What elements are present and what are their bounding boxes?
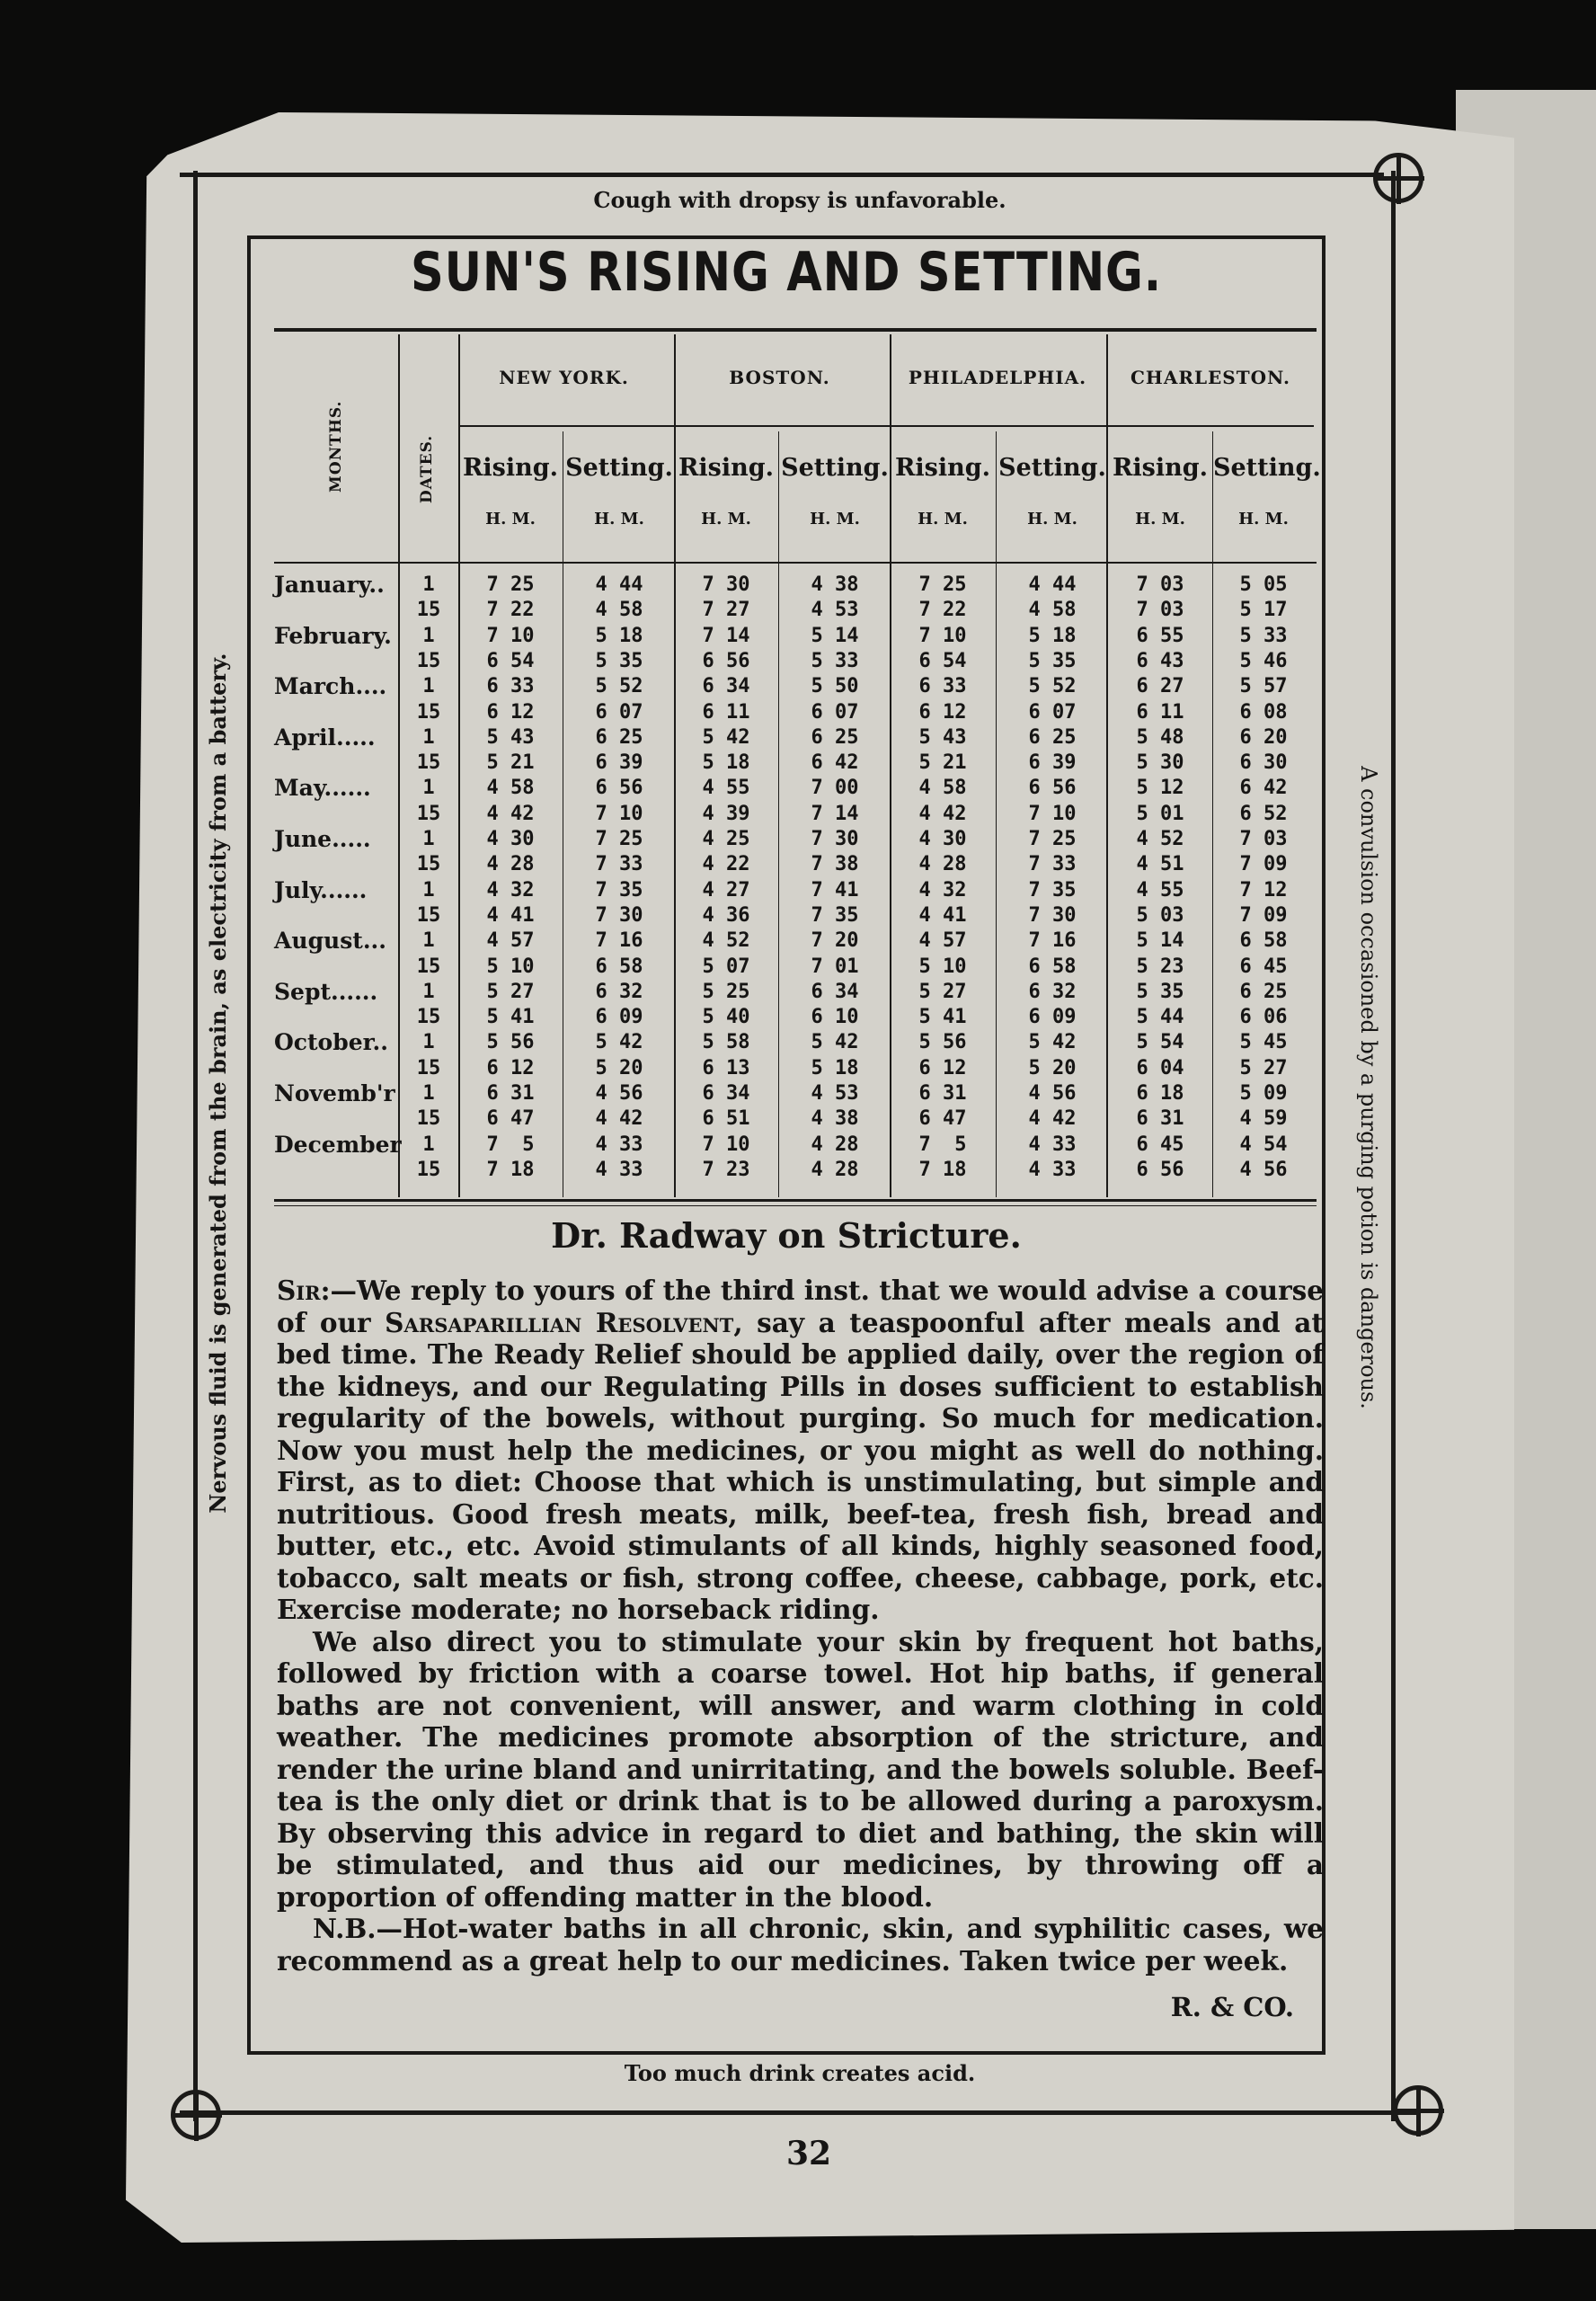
rising-time-cell: 6 11 — [1136, 700, 1184, 724]
rising-time-cell: 6 31 — [1136, 1107, 1184, 1131]
rising-time-cell: 6 34 — [702, 1082, 750, 1105]
rising-time-cell: 4 27 — [702, 878, 750, 902]
month-label: August... — [274, 928, 386, 955]
setting-time-cell: 7 10 — [1028, 802, 1077, 825]
rising-time-cell: 7 18 — [486, 1158, 535, 1181]
setting-time-cell: 7 35 — [595, 878, 643, 902]
date-cell: 1 — [422, 1031, 435, 1054]
date-cell: 1 — [422, 1133, 435, 1156]
date-cell: 15 — [416, 1107, 441, 1131]
setting-time-cell: 5 46 — [1239, 649, 1288, 672]
rising-time-cell: 5 21 — [486, 751, 535, 775]
article-paragraph: We also direct you to stimulate your skin by frequent hot baths, followed by friction with a coarse towel. Hot hip baths, if general baths are not convenient, will answer, and warm clothing in cold weather. The medicines promote absorption of the stricture, and render the urine bland and unirritating, and the bowels soluble. Beef-tea is the only diet or drink that is to be allowed during a paroxysm. By observing this advice in regard to diet and bathing, the skin will be stimulated, and thus aid our medicines, by throwing off a proportion of offending matter in the blood. — [277, 1625, 1324, 1913]
date-cell: 15 — [416, 903, 441, 927]
setting-time-cell: 4 28 — [811, 1158, 859, 1181]
date-cell: 1 — [422, 725, 435, 749]
setting-time-cell: 6 08 — [1239, 700, 1288, 724]
rising-time-cell: 5 23 — [1136, 955, 1184, 978]
setting-time-cell: 7 01 — [811, 955, 859, 978]
article-paragraph: N.B.—Hot-water baths in all chronic, skin, and syphilitic cases, we recommend as a great help to our medicines. Taken twice per week. — [277, 1913, 1324, 1977]
setting-time-cell: 7 30 — [595, 903, 643, 927]
setting-time-cell: 6 56 — [595, 777, 643, 800]
city-header: BOSTON. — [729, 367, 830, 388]
rising-time-cell: 4 52 — [702, 929, 750, 953]
hm-header: H. M. — [485, 510, 536, 529]
setting-time-cell: 4 44 — [595, 573, 643, 596]
article-title: Dr. Radway on Stricture. — [551, 1215, 1022, 1256]
setting-time-cell: 5 35 — [1028, 649, 1077, 672]
rising-time-cell: 4 25 — [702, 828, 750, 850]
rising-time-cell: 5 10 — [918, 955, 967, 978]
rising-time-cell: 7 22 — [486, 599, 535, 622]
setting-time-cell: 6 45 — [1239, 955, 1288, 978]
rising-time-cell: 5 41 — [918, 1006, 967, 1029]
rising-time-cell: 5 25 — [702, 980, 750, 1003]
month-label: June..... — [274, 826, 371, 852]
setting-time-cell: 5 42 — [811, 1031, 859, 1054]
setting-time-cell: 7 38 — [811, 853, 859, 876]
rising-time-cell: 6 54 — [918, 649, 967, 672]
setting-time-cell: 5 05 — [1239, 573, 1288, 596]
setting-time-cell: 6 25 — [1239, 980, 1288, 1003]
rising-time-cell: 4 28 — [918, 853, 967, 876]
setting-time-cell: 7 35 — [1028, 878, 1077, 902]
setting-time-cell: 6 58 — [1239, 929, 1288, 953]
setting-time-cell: 7 03 — [1239, 828, 1288, 850]
paragraph-text: —We reply to yours of the third inst. that we would advise a course of our — [277, 1275, 1324, 1338]
rising-time-cell: 6 13 — [702, 1056, 750, 1079]
date-cell: 15 — [416, 1056, 441, 1079]
date-cell: 1 — [422, 675, 435, 698]
salutation: Sir: — [277, 1275, 331, 1306]
rising-time-cell: 4 51 — [1136, 853, 1184, 876]
column-divider — [778, 431, 779, 1197]
article-paragraph — [277, 1275, 1324, 1626]
setting-time-cell: 4 58 — [1028, 599, 1077, 622]
rising-time-cell: 6 12 — [918, 1056, 967, 1079]
rising-time-cell: 6 45 — [1136, 1133, 1184, 1156]
setting-time-cell: 4 56 — [1239, 1158, 1288, 1181]
rising-time-cell: 6 31 — [486, 1082, 535, 1105]
setting-time-cell: 4 42 — [1028, 1107, 1077, 1131]
rising-time-cell: 6 18 — [1136, 1082, 1184, 1105]
setting-time-cell: 4 38 — [811, 1107, 859, 1131]
hm-header: H. M. — [1135, 510, 1185, 529]
setting-time-cell: 4 38 — [811, 573, 859, 596]
rising-time-cell: 4 52 — [1136, 828, 1184, 850]
setting-time-cell: 7 33 — [595, 853, 643, 876]
city-header: NEW YORK. — [499, 367, 629, 388]
months-header: MONTHS. — [327, 400, 345, 493]
setting-time-cell: 7 16 — [1028, 929, 1077, 953]
rising-time-cell: 4 30 — [918, 828, 967, 850]
rising-time-cell: 7 03 — [1136, 573, 1184, 596]
setting-time-cell: 6 06 — [1239, 1006, 1288, 1029]
rising-time-cell: 6 47 — [486, 1107, 535, 1131]
rising-time-cell: 6 11 — [702, 700, 750, 724]
table-title: SUN'S RISING AND SETTING. — [411, 241, 1162, 304]
setting-time-cell: 4 33 — [595, 1133, 643, 1156]
paragraph-text: , say a teaspoonful after meals and at bed time. The Ready Relief should be applied daily, over the region of the kidneys, and our Regulating Pills in doses sufficient to establish regularity of the bowels, without purging. So much for medication. Now you must help the medicines, or you might as well do nothing. First, as to diet: Choose that which is unstimulating, but simple and nutritious. Good fresh meats, milk, beef-tea, fresh fish, bread and butter, etc., etc. Avoid stimulants of all kinds, highly seasoned food, tobacco, salt meats or fish, strong coffee, cheese, cabbage, pork, etc. Exercise moderate; no horseback riding. — [277, 1306, 1324, 1625]
setting-time-cell: 7 33 — [1028, 853, 1077, 876]
setting-time-cell: 4 59 — [1239, 1107, 1288, 1131]
side-note-left: Nervous fluid is generated from the brain, as electricity from a battery. — [205, 653, 231, 1514]
month-label: March.... — [274, 673, 387, 700]
setting-time-cell: 6 09 — [1028, 1006, 1077, 1029]
rising-time-cell: 5 54 — [1136, 1031, 1184, 1054]
rising-header: Rising. — [1112, 454, 1209, 482]
rising-time-cell: 6 12 — [918, 700, 967, 724]
rising-header: Rising. — [894, 454, 991, 482]
setting-time-cell: 5 52 — [1028, 675, 1077, 698]
rising-time-cell: 7 10 — [918, 624, 967, 647]
date-cell: 15 — [416, 700, 441, 724]
rising-time-cell: 5 41 — [486, 1006, 535, 1029]
rising-time-cell: 6 33 — [918, 675, 967, 698]
rising-time-cell: 7 10 — [702, 1133, 750, 1156]
rising-time-cell: 6 47 — [918, 1107, 967, 1131]
setting-time-cell: 5 35 — [595, 649, 643, 672]
month-label: April..... — [274, 724, 376, 751]
rising-time-cell: 6 33 — [486, 675, 535, 698]
setting-time-cell: 4 28 — [811, 1133, 859, 1156]
date-cell: 15 — [416, 802, 441, 825]
setting-time-cell: 5 57 — [1239, 675, 1288, 698]
rising-time-cell: 6 56 — [702, 649, 750, 672]
month-label: Sept...... — [274, 978, 378, 1005]
rising-time-cell: 6 12 — [486, 1056, 535, 1079]
date-cell: 15 — [416, 853, 441, 876]
month-label: Novemb'r — [274, 1080, 395, 1106]
rising-time-cell: 5 42 — [702, 725, 750, 749]
setting-time-cell: 6 07 — [595, 700, 643, 724]
rising-time-cell: 4 58 — [486, 777, 535, 800]
setting-time-cell: 5 33 — [811, 649, 859, 672]
rising-time-cell: 6 34 — [702, 675, 750, 698]
setting-time-cell: 4 56 — [595, 1082, 643, 1105]
table-bottom-rule — [274, 1199, 1317, 1202]
city-header: CHARLESTON. — [1130, 367, 1290, 388]
product-name: Sarsaparillian Resolvent — [385, 1306, 734, 1338]
date-cell: 15 — [416, 1006, 441, 1029]
corner-ornament-icon — [1393, 2085, 1443, 2136]
setting-time-cell: 6 30 — [1239, 751, 1288, 775]
rising-time-cell: 4 55 — [1136, 878, 1184, 902]
date-cell: 15 — [416, 649, 441, 672]
hm-header: H. M. — [594, 510, 644, 529]
rising-time-cell: 5 07 — [702, 955, 750, 978]
setting-time-cell: 7 12 — [1239, 878, 1288, 902]
rising-time-cell: 7 22 — [918, 599, 967, 622]
rising-time-cell: 7 10 — [486, 624, 535, 647]
rising-time-cell: 7 27 — [702, 599, 750, 622]
rising-time-cell: 4 55 — [702, 777, 750, 800]
rising-time-cell: 7 23 — [702, 1158, 750, 1181]
rising-time-cell: 7 5 — [918, 1133, 967, 1156]
signature: R. & CO. — [1170, 1992, 1294, 2022]
rising-time-cell: 7 30 — [702, 573, 750, 596]
setting-header: Setting. — [998, 454, 1106, 482]
setting-time-cell: 6 42 — [811, 751, 859, 775]
month-label: May...... — [274, 775, 371, 802]
date-cell: 1 — [422, 624, 435, 647]
setting-header: Setting. — [781, 454, 889, 482]
setting-time-cell: 4 44 — [1028, 573, 1077, 596]
rising-time-cell: 6 54 — [486, 649, 535, 672]
rising-time-cell: 7 03 — [1136, 599, 1184, 622]
rising-time-cell: 5 48 — [1136, 725, 1184, 749]
hm-header: H. M. — [1238, 510, 1289, 529]
rising-time-cell: 4 32 — [486, 878, 535, 902]
rising-time-cell: 6 27 — [1136, 675, 1184, 698]
rising-time-cell: 6 51 — [702, 1107, 750, 1131]
rising-time-cell: 4 41 — [486, 903, 535, 927]
setting-time-cell: 6 25 — [811, 725, 859, 749]
date-cell: 15 — [416, 599, 441, 622]
rising-time-cell: 5 27 — [486, 980, 535, 1003]
setting-time-cell: 5 33 — [1239, 624, 1288, 647]
setting-time-cell: 5 18 — [595, 624, 643, 647]
date-cell: 1 — [422, 777, 435, 800]
rising-time-cell: 6 55 — [1136, 624, 1184, 647]
setting-time-cell: 5 52 — [595, 675, 643, 698]
rising-time-cell: 5 56 — [486, 1031, 535, 1054]
setting-time-cell: 4 33 — [1028, 1133, 1077, 1156]
rising-time-cell: 7 25 — [918, 573, 967, 596]
table-bottom-rule — [274, 1205, 1317, 1206]
setting-time-cell: 6 58 — [595, 955, 643, 978]
setting-time-cell: 4 58 — [595, 599, 643, 622]
hm-header: H. M. — [918, 510, 968, 529]
date-cell: 1 — [422, 929, 435, 953]
setting-time-cell: 5 42 — [1028, 1031, 1077, 1054]
rising-time-cell: 5 43 — [918, 725, 967, 749]
setting-time-cell: 7 30 — [811, 828, 859, 850]
rising-time-cell: 7 25 — [486, 573, 535, 596]
setting-time-cell: 7 00 — [811, 777, 859, 800]
setting-time-cell: 7 14 — [811, 802, 859, 825]
rising-time-cell: 4 57 — [918, 929, 967, 953]
rising-time-cell: 4 22 — [702, 853, 750, 876]
setting-time-cell: 6 10 — [811, 1006, 859, 1029]
setting-time-cell: 7 10 — [595, 802, 643, 825]
setting-time-cell: 7 41 — [811, 878, 859, 902]
setting-time-cell: 4 33 — [1028, 1158, 1077, 1181]
rising-time-cell: 5 10 — [486, 955, 535, 978]
setting-time-cell: 6 07 — [811, 700, 859, 724]
setting-time-cell: 6 58 — [1028, 955, 1077, 978]
rising-time-cell: 5 12 — [1136, 777, 1184, 800]
setting-time-cell: 6 32 — [1028, 980, 1077, 1003]
rising-time-cell: 5 21 — [918, 751, 967, 775]
month-label: January.. — [274, 572, 385, 598]
rising-time-cell: 5 01 — [1136, 802, 1184, 825]
column-divider — [996, 431, 997, 1197]
hm-header: H. M. — [810, 510, 860, 529]
rising-time-cell: 6 56 — [1136, 1158, 1184, 1181]
setting-time-cell: 6 39 — [595, 751, 643, 775]
setting-time-cell: 6 34 — [811, 980, 859, 1003]
rising-time-cell: 4 39 — [702, 802, 750, 825]
date-cell: 1 — [422, 1082, 435, 1105]
rising-time-cell: 4 58 — [918, 777, 967, 800]
rising-time-cell: 6 31 — [918, 1082, 967, 1105]
month-label: October.. — [274, 1029, 388, 1056]
setting-time-cell: 6 52 — [1239, 802, 1288, 825]
setting-time-cell: 6 39 — [1028, 751, 1077, 775]
rising-time-cell: 6 43 — [1136, 649, 1184, 672]
rising-time-cell: 6 12 — [486, 700, 535, 724]
rising-time-cell: 5 44 — [1136, 1006, 1184, 1029]
setting-time-cell: 7 09 — [1239, 903, 1288, 927]
rising-time-cell: 5 27 — [918, 980, 967, 1003]
rising-time-cell: 7 14 — [702, 624, 750, 647]
corner-ornament-icon — [1373, 153, 1423, 203]
header-bottom-rule — [274, 562, 1317, 564]
rising-time-cell: 4 32 — [918, 878, 967, 902]
rising-time-cell: 7 18 — [918, 1158, 967, 1181]
rising-time-cell: 4 42 — [918, 802, 967, 825]
setting-time-cell: 4 33 — [595, 1158, 643, 1181]
top-note: Cough with dropsy is unfavorable. — [593, 187, 1006, 213]
setting-time-cell: 4 53 — [811, 1082, 859, 1105]
rising-time-cell: 6 04 — [1136, 1056, 1184, 1079]
rising-time-cell: 4 42 — [486, 802, 535, 825]
setting-time-cell: 5 18 — [811, 1056, 859, 1079]
setting-time-cell: 6 25 — [1028, 725, 1077, 749]
rising-time-cell: 4 28 — [486, 853, 535, 876]
rising-time-cell: 5 18 — [702, 751, 750, 775]
setting-time-cell: 4 54 — [1239, 1133, 1288, 1156]
date-cell: 1 — [422, 573, 435, 596]
page-number: 32 — [785, 2135, 832, 2172]
rising-time-cell: 5 35 — [1136, 980, 1184, 1003]
setting-time-cell: 7 25 — [595, 828, 643, 850]
rising-header: Rising. — [678, 454, 775, 482]
setting-time-cell: 7 09 — [1239, 853, 1288, 876]
date-cell: 15 — [416, 955, 441, 978]
setting-time-cell: 7 20 — [811, 929, 859, 953]
setting-time-cell: 6 25 — [595, 725, 643, 749]
setting-time-cell: 5 50 — [811, 675, 859, 698]
rising-time-cell: 5 56 — [918, 1031, 967, 1054]
setting-time-cell: 5 20 — [595, 1056, 643, 1079]
setting-time-cell: 5 45 — [1239, 1031, 1288, 1054]
setting-time-cell: 4 53 — [811, 599, 859, 622]
setting-time-cell: 7 30 — [1028, 903, 1077, 927]
setting-time-cell: 6 09 — [595, 1006, 643, 1029]
header-rule — [460, 425, 1314, 427]
month-label: February. — [274, 622, 392, 649]
city-header: PHILADELPHIA. — [908, 367, 1087, 388]
setting-time-cell: 7 25 — [1028, 828, 1077, 850]
hm-header: H. M. — [701, 510, 751, 529]
dates-header: DATES. — [418, 434, 436, 503]
setting-time-cell: 5 42 — [595, 1031, 643, 1054]
bottom-note: Too much drink creates acid. — [624, 2060, 976, 2086]
hm-header: H. M. — [1027, 510, 1077, 529]
border-bottom — [180, 2110, 1420, 2115]
setting-time-cell: 5 14 — [811, 624, 859, 647]
setting-time-cell: 6 42 — [1239, 777, 1288, 800]
date-cell: 15 — [416, 751, 441, 775]
setting-time-cell: 5 20 — [1028, 1056, 1077, 1079]
setting-header: Setting. — [565, 454, 673, 482]
rising-time-cell: 5 14 — [1136, 929, 1184, 953]
border-left — [193, 171, 198, 2121]
date-cell: 1 — [422, 828, 435, 850]
setting-time-cell: 6 32 — [595, 980, 643, 1003]
setting-time-cell: 6 07 — [1028, 700, 1077, 724]
rising-time-cell: 5 58 — [702, 1031, 750, 1054]
rising-time-cell: 5 40 — [702, 1006, 750, 1029]
title-rule — [274, 328, 1317, 332]
rising-header: Rising. — [462, 454, 559, 482]
date-cell: 15 — [416, 1158, 441, 1181]
setting-time-cell: 5 18 — [1028, 624, 1077, 647]
setting-time-cell: 5 27 — [1239, 1056, 1288, 1079]
setting-time-cell: 4 42 — [595, 1107, 643, 1131]
rising-time-cell: 5 43 — [486, 725, 535, 749]
setting-time-cell: 5 09 — [1239, 1082, 1288, 1105]
rising-time-cell: 5 30 — [1136, 751, 1184, 775]
article-body — [277, 1275, 1324, 1977]
side-note-right: A convulsion occasioned by a purging potion is dangerous. — [1356, 766, 1381, 1409]
month-label: July...... — [274, 876, 368, 903]
setting-time-cell: 7 35 — [811, 903, 859, 927]
setting-time-cell: 5 17 — [1239, 599, 1288, 622]
rising-time-cell: 7 5 — [486, 1133, 535, 1156]
rising-time-cell: 4 36 — [702, 903, 750, 927]
setting-time-cell: 7 16 — [595, 929, 643, 953]
date-cell: 1 — [422, 878, 435, 902]
rising-time-cell: 4 30 — [486, 828, 535, 850]
rising-time-cell: 5 03 — [1136, 903, 1184, 927]
setting-time-cell: 4 56 — [1028, 1082, 1077, 1105]
border-right — [1391, 171, 1396, 2121]
month-label: December — [274, 1131, 402, 1158]
rising-time-cell: 4 57 — [486, 929, 535, 953]
border-top — [180, 173, 1384, 177]
setting-time-cell: 6 56 — [1028, 777, 1077, 800]
setting-header: Setting. — [1213, 454, 1321, 482]
rising-time-cell: 4 41 — [918, 903, 967, 927]
corner-ornament-icon — [171, 2090, 221, 2140]
setting-time-cell: 6 20 — [1239, 725, 1288, 749]
date-cell: 1 — [422, 980, 435, 1003]
